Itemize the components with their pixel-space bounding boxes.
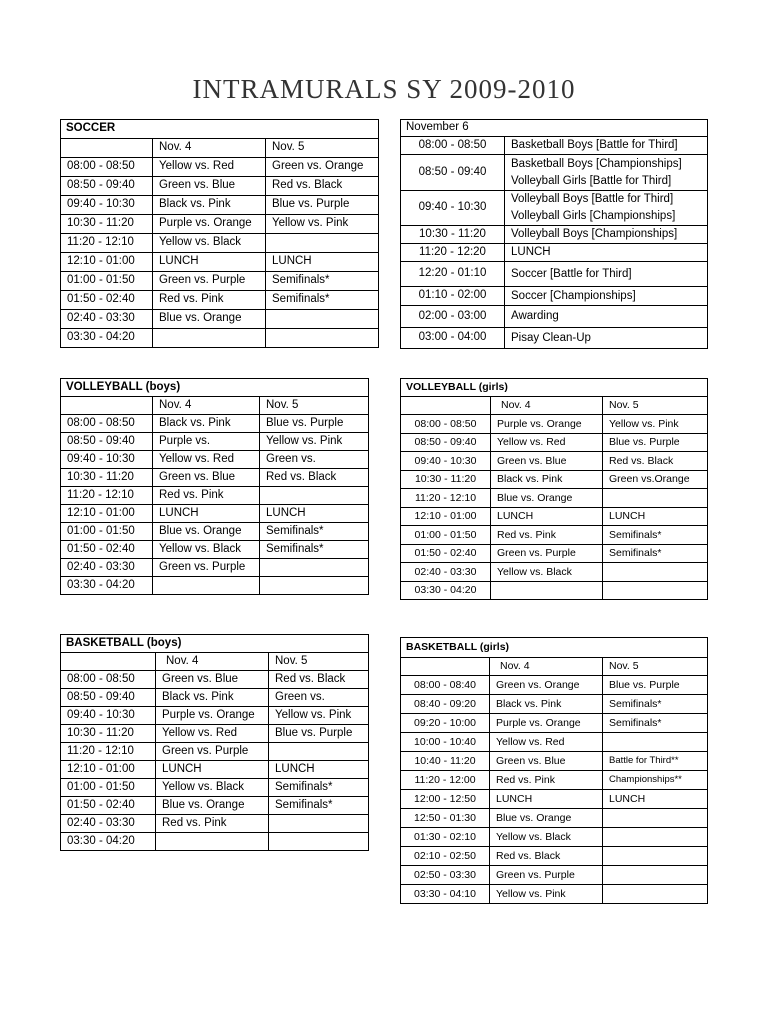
table-row	[61, 451, 369, 469]
match-cell: Red vs. Pink	[491, 526, 603, 545]
time-slot: 08:40 - 09:20	[401, 695, 490, 714]
time-slot: 01:50 - 02:40	[61, 541, 153, 559]
table-row	[401, 470, 708, 489]
match-cell: Yellow vs. Pink	[490, 885, 603, 904]
match-cell: Red vs. Black	[490, 847, 603, 866]
match-cell: Red vs. Black	[269, 671, 369, 689]
column-header: Nov. 5	[266, 139, 379, 158]
match-cell: Yellow vs. Pink	[266, 215, 379, 234]
time-slot: 08:00 - 08:50	[61, 415, 153, 433]
column-header: Nov. 5	[260, 397, 369, 415]
match-cell: Yellow vs. Pink	[260, 433, 369, 451]
time-slot: 08:00 - 08:50	[401, 137, 505, 155]
match-cell	[269, 833, 369, 851]
table-row	[401, 544, 708, 563]
table-title: VOLLEYBALL (boys)	[61, 379, 369, 397]
table-row	[61, 833, 369, 851]
match-cell: Championships**	[603, 771, 708, 790]
time-slot: 12:00 - 12:50	[401, 790, 490, 809]
column-header: Nov. 4	[490, 658, 603, 676]
match-cell: Yellow vs. Black	[491, 563, 603, 582]
column-header: Nov. 5	[603, 658, 708, 676]
match-cell: Red vs. Pink	[156, 815, 269, 833]
time-slot: 01:00 - 01:50	[61, 272, 153, 291]
time-slot: 03:00 - 04:00	[401, 328, 505, 349]
time-slot: 11:20 - 12:10	[61, 487, 153, 505]
column-header: Nov. 4	[491, 397, 603, 415]
match-cell: LUNCH	[153, 253, 266, 272]
time-slot: 02:40 - 03:30	[401, 563, 491, 582]
table-row	[61, 671, 369, 689]
match-cell: Blue vs. Purple	[260, 415, 369, 433]
table-row	[401, 828, 708, 847]
column-header: Nov. 4	[153, 139, 266, 158]
event-cell	[505, 191, 708, 226]
match-cell	[260, 487, 369, 505]
table-row	[61, 196, 379, 215]
time-slot: 01:00 - 01:50	[401, 526, 491, 545]
match-cell	[491, 581, 603, 600]
match-cell: Green vs. Purple	[153, 272, 266, 291]
match-cell	[603, 733, 708, 752]
match-cell	[266, 310, 379, 329]
table-row	[401, 306, 708, 328]
table-row	[61, 272, 379, 291]
match-cell: Blue vs. Orange	[153, 310, 266, 329]
table-row	[401, 287, 708, 306]
match-cell: Blue vs. Orange	[153, 523, 260, 541]
event-cell	[505, 244, 708, 262]
match-cell	[156, 833, 269, 851]
match-cell: Blue vs. Purple	[603, 676, 708, 695]
match-cell: Yellow vs. Red	[153, 158, 266, 177]
time-slot: 12:10 - 01:00	[401, 507, 491, 526]
table-row	[401, 866, 708, 885]
match-cell: Purple vs.	[153, 433, 260, 451]
table-row	[61, 761, 369, 779]
match-cell: Black vs. Pink	[491, 470, 603, 489]
basketball-girls-table	[400, 637, 708, 904]
table-row	[61, 505, 369, 523]
time-slot: 10:00 - 10:40	[401, 733, 490, 752]
time-slot: 02:10 - 02:50	[401, 847, 490, 866]
table-row	[401, 489, 708, 508]
match-cell: Yellow vs. Black	[490, 828, 603, 847]
match-cell: Purple vs. Orange	[156, 707, 269, 725]
table-row	[401, 507, 708, 526]
match-cell	[603, 489, 708, 508]
match-cell: Green vs.	[269, 689, 369, 707]
time-slot: 11:20 - 12:10	[61, 234, 153, 253]
table-row	[61, 743, 369, 761]
time-slot: 09:40 - 10:30	[61, 707, 156, 725]
event-line: Volleyball Girls [Championships]	[511, 210, 676, 222]
time-slot: 10:30 - 11:20	[61, 215, 153, 234]
table-row	[401, 752, 708, 771]
table-row	[61, 487, 369, 505]
match-cell: Blue vs. Orange	[490, 809, 603, 828]
match-cell	[269, 743, 369, 761]
table-cell	[401, 658, 490, 676]
time-slot: 09:40 - 10:30	[401, 191, 505, 226]
match-cell	[603, 847, 708, 866]
time-slot: 09:20 - 10:00	[401, 714, 490, 733]
time-slot: 01:00 - 01:50	[61, 779, 156, 797]
table-row	[401, 790, 708, 809]
time-slot: 08:00 - 08:40	[401, 676, 490, 695]
match-cell	[603, 885, 708, 904]
match-cell: Battle for Third**	[603, 752, 708, 771]
time-slot: 11:20 - 12:20	[401, 244, 505, 262]
column-header: Nov. 4	[156, 653, 269, 671]
basketball-boys-table	[60, 634, 369, 851]
match-cell: Black vs. Pink	[156, 689, 269, 707]
match-cell: Green vs. Purple	[491, 544, 603, 563]
match-cell: Blue vs. Purple	[266, 196, 379, 215]
match-cell	[266, 234, 379, 253]
match-cell: LUNCH	[266, 253, 379, 272]
table-row	[61, 815, 369, 833]
time-slot: 01:30 - 02:10	[401, 828, 490, 847]
time-slot: 01:50 - 02:40	[61, 797, 156, 815]
match-cell: Blue vs. Purple	[269, 725, 369, 743]
event-cell	[505, 328, 708, 349]
time-slot: 11:20 - 12:00	[401, 771, 490, 790]
event-line: Awarding	[511, 310, 559, 322]
match-cell	[603, 563, 708, 582]
table-row	[61, 541, 369, 559]
time-slot: 08:50 - 09:40	[401, 155, 505, 191]
match-cell: Green vs. Purple	[153, 559, 260, 577]
table-cell	[61, 397, 153, 415]
table-cell	[61, 139, 153, 158]
match-cell: Yellow vs. Pink	[603, 415, 708, 434]
table-row	[401, 771, 708, 790]
match-cell: LUNCH	[490, 790, 603, 809]
time-slot: 02:40 - 03:30	[61, 815, 156, 833]
time-slot: 03:30 - 04:10	[401, 885, 490, 904]
table-row	[61, 415, 369, 433]
match-cell: LUNCH	[156, 761, 269, 779]
table-row	[61, 559, 369, 577]
match-cell: Green vs. Purple	[490, 866, 603, 885]
time-slot: 08:50 - 09:40	[61, 689, 156, 707]
time-slot: 01:10 - 02:00	[401, 287, 505, 306]
table-row	[401, 809, 708, 828]
match-cell: Yellow vs. Black	[153, 234, 266, 253]
time-slot: 09:40 - 10:30	[401, 452, 491, 471]
table-row	[401, 885, 708, 904]
table-row	[401, 847, 708, 866]
match-cell: Red vs. Pink	[490, 771, 603, 790]
match-cell	[260, 559, 369, 577]
time-slot: 12:10 - 01:00	[61, 761, 156, 779]
match-cell	[603, 581, 708, 600]
match-cell: Green vs.	[260, 451, 369, 469]
time-slot: 02:40 - 03:30	[61, 310, 153, 329]
match-cell: Red vs. Black	[603, 452, 708, 471]
table-row	[401, 563, 708, 582]
page-title: INTRAMURALS SY 2009-2010	[192, 74, 576, 104]
match-cell: Semifinals*	[603, 714, 708, 733]
time-slot: 11:20 - 12:10	[61, 743, 156, 761]
match-cell	[269, 815, 369, 833]
table-row	[61, 158, 379, 177]
match-cell	[603, 809, 708, 828]
match-cell: Green vs. Orange	[266, 158, 379, 177]
table-body	[401, 137, 708, 349]
match-cell: Green vs. Blue	[153, 177, 266, 196]
table-title: VOLLEYBALL (girls)	[401, 379, 708, 397]
match-cell: Purple vs. Orange	[491, 415, 603, 434]
table-row	[61, 329, 379, 348]
event-cell	[505, 226, 708, 244]
time-slot: 01:00 - 01:50	[61, 523, 153, 541]
time-slot: 12:10 - 01:00	[61, 505, 153, 523]
match-cell: Semifinals*	[603, 544, 708, 563]
time-slot: 03:30 - 04:20	[61, 329, 153, 348]
event-cell	[505, 306, 708, 328]
match-cell	[153, 577, 260, 595]
table-row	[61, 797, 369, 815]
soccer-table	[60, 119, 379, 348]
match-cell: Black vs. Pink	[153, 196, 266, 215]
event-line: LUNCH	[511, 246, 551, 258]
time-slot: 09:40 - 10:30	[61, 196, 153, 215]
time-slot: 02:50 - 03:30	[401, 866, 490, 885]
table-cell	[61, 653, 156, 671]
event-line: Volleyball Boys [Championships]	[511, 228, 678, 240]
match-cell: Yellow vs. Red	[156, 725, 269, 743]
event-cell	[505, 137, 708, 155]
table-row	[401, 137, 708, 155]
table-row	[61, 291, 379, 310]
event-line: Pisay Clean-Up	[511, 331, 591, 344]
table-row	[61, 523, 369, 541]
match-cell: Blue vs. Purple	[603, 433, 708, 452]
match-cell: Semifinals*	[269, 797, 369, 815]
match-cell: Semifinals*	[266, 291, 379, 310]
time-slot: 12:10 - 01:00	[61, 253, 153, 272]
match-cell: Semifinals*	[603, 695, 708, 714]
event-cell	[505, 155, 708, 191]
event-cell	[505, 287, 708, 306]
table-row	[401, 714, 708, 733]
time-slot: 08:50 - 09:40	[61, 177, 153, 196]
time-slot: 08:00 - 08:50	[61, 158, 153, 177]
match-cell: Yellow vs. Red	[490, 733, 603, 752]
table-row	[401, 244, 708, 262]
match-cell: Yellow vs. Black	[153, 541, 260, 559]
match-cell	[266, 329, 379, 348]
table-title: BASKETBALL (boys)	[61, 635, 369, 653]
match-cell: Green vs. Orange	[490, 676, 603, 695]
column-header: Nov. 5	[603, 397, 708, 415]
time-slot: 08:50 - 09:40	[61, 433, 153, 451]
match-cell: LUNCH	[491, 507, 603, 526]
time-slot: 10:30 - 11:20	[401, 226, 505, 244]
table-row	[401, 155, 708, 191]
column-header: Nov. 5	[269, 653, 369, 671]
match-cell: Semifinals*	[266, 272, 379, 291]
table-title: SOCCER	[61, 120, 379, 139]
match-cell	[260, 577, 369, 595]
table-row	[401, 415, 708, 434]
table-row	[401, 676, 708, 695]
match-cell: Green vs.Orange	[603, 470, 708, 489]
table-row	[401, 695, 708, 714]
match-cell: Semifinals*	[603, 526, 708, 545]
time-slot: 03:30 - 04:20	[61, 577, 153, 595]
table-body	[401, 415, 708, 600]
match-cell: Red vs. Black	[266, 177, 379, 196]
match-cell: LUNCH	[153, 505, 260, 523]
match-cell: LUNCH	[603, 790, 708, 809]
table-row	[61, 577, 369, 595]
table-row	[401, 452, 708, 471]
column-header: Nov. 4	[153, 397, 260, 415]
table-title: November 6	[401, 120, 708, 137]
table-row	[61, 689, 369, 707]
table-row	[61, 433, 369, 451]
event-line: Volleyball Boys [Battle for Third]	[511, 193, 674, 205]
event-line: Soccer [Battle for Third]	[511, 267, 632, 280]
time-slot: 08:50 - 09:40	[401, 433, 491, 452]
match-cell	[603, 866, 708, 885]
table-row	[401, 581, 708, 600]
table-cell	[401, 397, 491, 415]
match-cell: Semifinals*	[260, 541, 369, 559]
match-cell: Green vs. Blue	[156, 671, 269, 689]
event-line: Volleyball Girls [Battle for Third]	[511, 174, 672, 187]
match-cell: Yellow vs. Pink	[269, 707, 369, 725]
table-title: BASKETBALL (girls)	[401, 638, 708, 658]
event-line: Basketball Boys [Championships]	[511, 157, 682, 170]
event-cell	[505, 262, 708, 287]
match-cell: Yellow vs. Black	[156, 779, 269, 797]
event-line: Soccer [Championships]	[511, 289, 636, 302]
time-slot: 10:30 - 11:20	[61, 725, 156, 743]
table-row	[61, 725, 369, 743]
time-slot: 01:50 - 02:40	[401, 544, 491, 563]
table-row	[401, 733, 708, 752]
match-cell: Blue vs. Orange	[156, 797, 269, 815]
time-slot: 01:50 - 02:40	[61, 291, 153, 310]
table-row	[401, 191, 708, 226]
match-cell: Red vs. Pink	[153, 487, 260, 505]
table-row	[401, 226, 708, 244]
table-row	[61, 177, 379, 196]
time-slot: 11:20 - 12:10	[401, 489, 491, 508]
match-cell: Green vs. Blue	[490, 752, 603, 771]
match-cell: Semifinals*	[269, 779, 369, 797]
time-slot: 09:40 - 10:30	[61, 451, 153, 469]
match-cell: Yellow vs. Red	[491, 433, 603, 452]
table-row	[401, 433, 708, 452]
time-slot: 12:50 - 01:30	[401, 809, 490, 828]
volleyball-girls-table	[400, 378, 708, 600]
time-slot: 03:30 - 04:20	[401, 581, 491, 600]
time-slot: 08:00 - 08:50	[401, 415, 491, 434]
table-body	[61, 671, 369, 851]
time-slot: 02:00 - 03:00	[401, 306, 505, 328]
volleyball-boys-table	[60, 378, 369, 595]
time-slot: 02:40 - 03:30	[61, 559, 153, 577]
event-line: Basketball Boys [Battle for Third]	[511, 139, 678, 151]
table-body	[61, 415, 369, 595]
match-cell: Blue vs. Orange	[491, 489, 603, 508]
time-slot: 08:00 - 08:50	[61, 671, 156, 689]
match-cell	[603, 828, 708, 847]
table-row	[401, 328, 708, 349]
match-cell	[153, 329, 266, 348]
match-cell: Purple vs. Orange	[153, 215, 266, 234]
november-6-table	[400, 119, 708, 349]
time-slot: 10:40 - 11:20	[401, 752, 490, 771]
table-row	[61, 310, 379, 329]
time-slot: 12:20 - 01:10	[401, 262, 505, 287]
match-cell: Black vs. Pink	[490, 695, 603, 714]
match-cell: Yellow vs. Red	[153, 451, 260, 469]
match-cell: Red vs. Black	[260, 469, 369, 487]
match-cell: Black vs. Pink	[153, 415, 260, 433]
match-cell: Green vs. Blue	[491, 452, 603, 471]
table-row	[61, 707, 369, 725]
table-body	[61, 158, 379, 348]
match-cell: Green vs. Purple	[156, 743, 269, 761]
table-row	[61, 253, 379, 272]
time-slot: 10:30 - 11:20	[401, 470, 491, 489]
time-slot: 03:30 - 04:20	[61, 833, 156, 851]
match-cell: Green vs. Blue	[153, 469, 260, 487]
match-cell: Red vs. Pink	[153, 291, 266, 310]
match-cell: LUNCH	[260, 505, 369, 523]
table-body	[401, 676, 708, 904]
table-row	[401, 262, 708, 287]
table-row	[61, 779, 369, 797]
match-cell: Semifinals*	[260, 523, 369, 541]
match-cell: LUNCH	[269, 761, 369, 779]
match-cell: LUNCH	[603, 507, 708, 526]
match-cell: Purple vs. Orange	[490, 714, 603, 733]
table-row	[61, 234, 379, 253]
time-slot: 10:30 - 11:20	[61, 469, 153, 487]
table-row	[401, 526, 708, 545]
table-row	[61, 215, 379, 234]
table-row	[61, 469, 369, 487]
